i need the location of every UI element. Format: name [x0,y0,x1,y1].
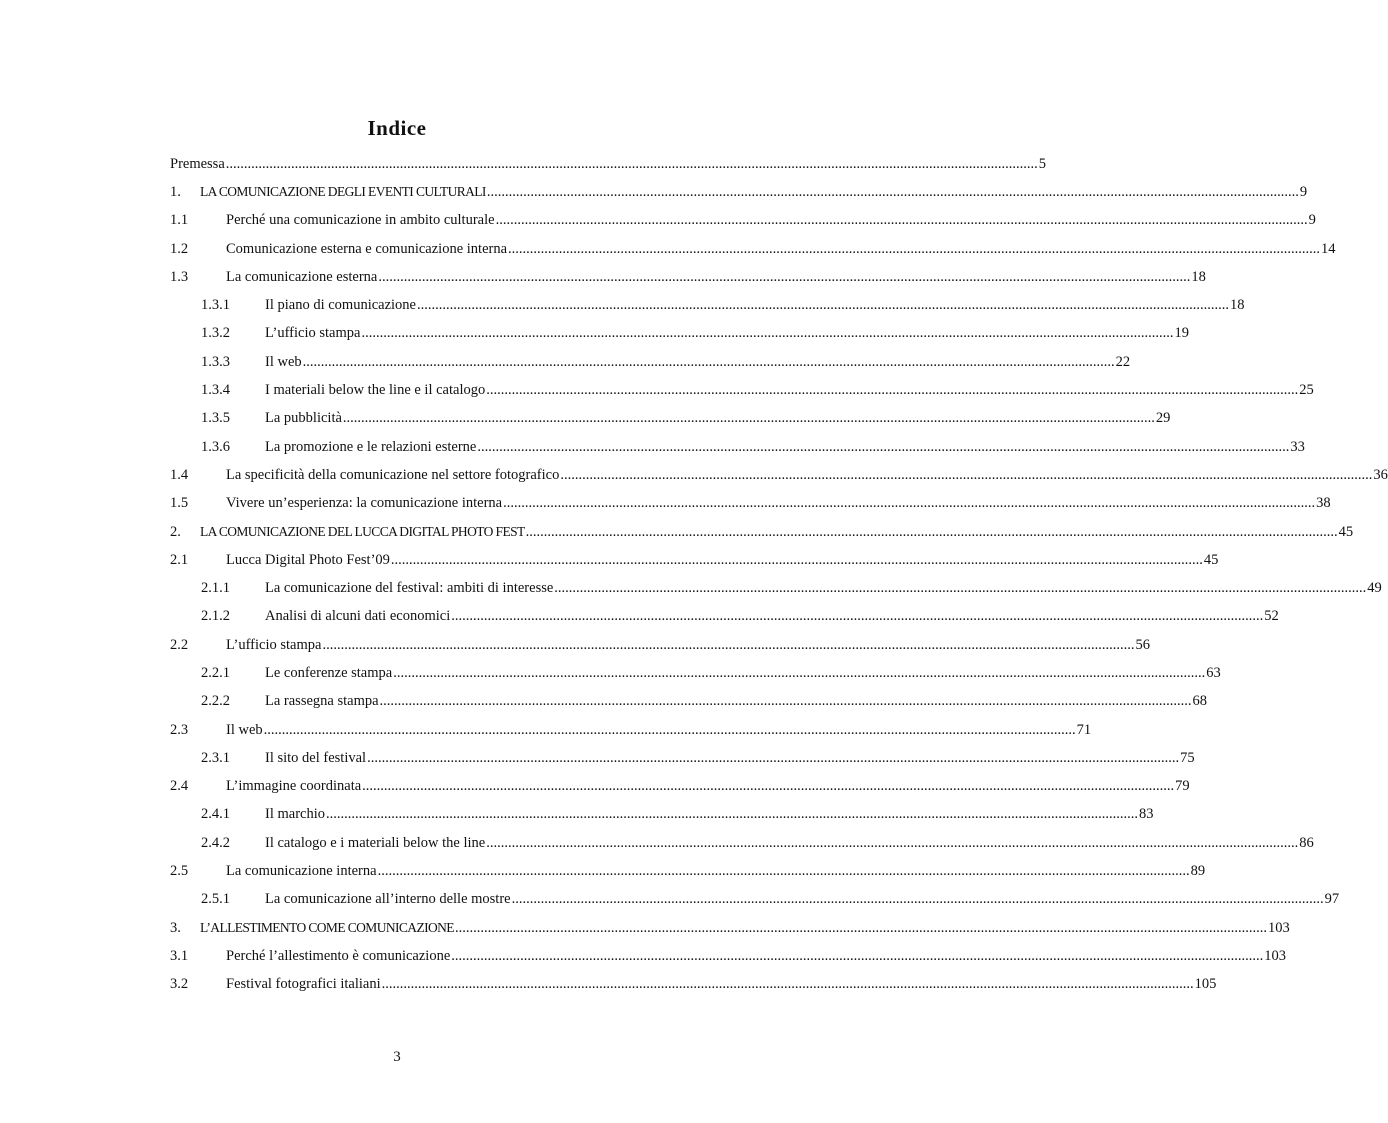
toc-entry-page: 79 [1175,778,1190,795]
toc-entry-page: 86 [1299,834,1314,851]
toc-entry[interactable] [170,744,1195,772]
toc-entry-number: 2.1.2 [201,608,230,625]
toc-entry-page: 9 [1308,212,1316,229]
toc-entry-page: 103 [1267,919,1290,936]
toc-entry-label: La comunicazione all’interno delle mostre [265,891,511,908]
toc-entry-number: 2.4.1 [201,806,230,823]
toc-entry[interactable] [170,320,1189,348]
toc-leader-dots [526,524,1338,541]
toc-entry-label: Analisi di alcuni dati economici [265,608,451,625]
toc-entry-number: 3. [170,919,181,936]
toc-leader-dots [496,212,1308,229]
toc-entry[interactable] [170,886,1340,914]
toc-entry-label: I materiali below the line e il catalogo [265,382,486,399]
toc-entry-number: 1.1 [170,212,189,229]
toc-entry[interactable] [170,716,1092,744]
toc-leader-dots [451,608,1263,625]
toc-entry-page: 36 [1373,466,1388,483]
toc-leader-dots [367,750,1179,767]
toc-entry-page: 45 [1338,523,1354,540]
toc-leader-dots [264,722,1076,739]
toc-leader-dots [303,354,1115,371]
toc-entry-number: 2.2 [170,636,189,653]
toc-entry-label: Vivere un’esperienza: la comunicazione interna [226,495,503,512]
toc-entry-number: 2.4.2 [201,834,230,851]
toc-entry[interactable] [170,688,1208,716]
toc-entry-number: 2.5 [170,863,189,880]
toc-entry-label: La comunicazione esterna [226,268,378,285]
toc-entry-label: Festival fotografici italiani [226,976,381,993]
toc-leader-dots [378,269,1190,286]
toc-entry-page: 71 [1076,721,1092,738]
toc-leader-dots [417,297,1229,314]
toc-entry-label: Premessa [170,155,225,172]
toc-entry-label: La comunicazione del festival: ambiti di interesse [265,580,554,597]
page-title: Indice [367,116,427,140]
toc-entry-number: 1.3.6 [201,438,230,455]
toc-entry-page: 83 [1139,806,1154,823]
toc-entry-page: 105 [1194,976,1217,993]
toc-entry-label: La specificità della comunicazione nel settore fotografico [226,466,560,483]
toc-entry-label: La comunicazione interna [226,863,377,880]
toc-entry-page: 22 [1115,353,1131,370]
toc-leader-dots [486,835,1298,852]
toc-leader-dots [380,693,1192,710]
page-number: 3 [393,1049,401,1065]
toc-entry[interactable] [170,263,1206,291]
toc-entry[interactable] [170,348,1131,376]
toc-entry-label: La pubblicità [265,410,342,427]
toc-entry-number: 1.3.4 [201,382,230,399]
toc-entry-page: 56 [1135,636,1150,653]
toc-entry-label: Perché l’allestimento è comunicazione [226,947,451,964]
toc-entry[interactable] [170,490,1331,518]
toc-entry[interactable] [170,405,1171,433]
toc-entry-number: 1. [170,183,181,200]
toc-entry-page: 29 [1155,410,1171,427]
toc-entry-page: 38 [1316,495,1331,512]
toc-entry[interactable] [170,376,1314,404]
toc-entry-number: 2.5.1 [201,891,230,908]
toc-entry-page: 103 [1264,947,1287,964]
toc-entry-page: 89 [1190,863,1206,880]
toc-entry-number: 2.2.2 [201,693,230,710]
toc-entry[interactable] [170,659,1221,687]
toc-entry-number: 2.1 [170,551,189,568]
toc-entry-number: 1.3 [170,268,189,285]
toc-entry-label: Le conferenze stampa [265,664,393,681]
table-of-contents [170,150,1388,999]
toc-leader-dots [326,806,1138,823]
toc-entry[interactable] [170,433,1305,461]
toc-leader-dots [503,495,1315,512]
toc-entry-number: 1.5 [170,495,189,512]
toc-leader-dots [393,665,1205,682]
toc-entry-number: 2.2.1 [201,664,230,681]
toc-entry-page: 52 [1264,608,1279,625]
toc-entry[interactable] [170,914,1290,942]
toc-leader-dots [378,863,1190,880]
toc-entry-number: 1.3.1 [201,297,230,314]
toc-entry-page: 18 [1230,297,1245,314]
toc-entry-number: 1.2 [170,240,189,257]
toc-entry-number: 2.3.1 [201,749,230,766]
toc-entry-page: 63 [1206,664,1221,681]
toc-entry-label: Il marchio [265,806,325,823]
toc-leader-dots [486,382,1298,399]
toc-entry-number: 2.4 [170,778,189,795]
toc-entry[interactable] [170,942,1287,970]
toc-entry[interactable] [170,971,1217,999]
toc-entry-number: 2. [170,523,181,540]
toc-leader-dots [343,410,1155,427]
toc-entry[interactable] [170,857,1206,885]
toc-leader-dots [362,778,1174,795]
toc-leader-dots [487,184,1299,201]
toc-entry-page: 9 [1299,183,1308,200]
toc-entry-page: 75 [1180,749,1195,766]
toc-entry[interactable] [170,801,1154,829]
toc-entry-label: Il catalogo e i materiali below the line [265,834,486,851]
toc-entry-number: 2.1.1 [201,580,230,597]
toc-entry-number: 2.3 [170,721,189,738]
toc-entry-label: L’ufficio stampa [265,325,361,342]
toc-entry[interactable] [170,207,1316,235]
toc-entry-label: LA COMUNICAZIONE DEL LUCCA DIGITAL PHOTO FEST [200,524,525,539]
toc-leader-dots [226,156,1038,173]
toc-entry[interactable] [170,829,1314,857]
toc-entry-label: La rassegna stampa [265,693,379,710]
toc-entry-label: La promozione e le relazioni esterne [265,438,477,455]
toc-entry-number: 1.3.2 [201,325,230,342]
toc-leader-dots [477,439,1289,456]
toc-entry-number: 1.3.3 [201,353,230,370]
toc-entry-number: 3.1 [170,947,189,964]
toc-entry[interactable] [170,461,1388,489]
toc-entry-page: 19 [1174,325,1189,342]
toc-leader-dots [455,920,1267,937]
toc-entry-label: Il sito del festival [265,749,367,766]
toc-leader-dots [382,976,1194,993]
toc-leader-dots [512,891,1324,908]
toc-entry[interactable] [170,773,1190,801]
toc-entry-label: Il web [265,353,302,370]
toc-entry[interactable] [170,574,1382,602]
toc-entry-page: 49 [1367,580,1382,597]
toc-entry-number: 3.2 [170,976,189,993]
toc-entry-label: Il web [226,721,263,738]
toc-entry-page: 68 [1192,693,1208,710]
toc-entry-number: 1.3.5 [201,410,230,427]
toc-entry-label: L’immagine coordinata [226,778,362,795]
toc-leader-dots [451,948,1263,965]
toc-entry-label: Comunicazione esterna e comunicazione interna [226,240,508,257]
toc-entry-page: 45 [1203,551,1219,568]
toc-entry-label: L’ufficio stampa [226,636,322,653]
toc-leader-dots [391,552,1203,569]
toc-entry[interactable] [170,603,1279,631]
toc-entry[interactable] [170,178,1308,206]
toc-leader-dots [554,580,1366,597]
toc-entry[interactable] [170,235,1336,263]
toc-entry-label: L’ALLESTIMENTO COME COMUNICAZIONE [200,920,454,936]
toc-entry-label: LA COMUNICAZIONE DEGLI EVENTI CULTURALI [200,184,486,200]
toc-entry[interactable] [170,631,1150,659]
toc-entry[interactable] [170,150,1047,178]
toc-entry[interactable] [170,291,1245,319]
toc-leader-dots [560,467,1372,484]
toc-leader-dots [322,637,1134,654]
toc-entry[interactable] [170,518,1354,546]
toc-entry-page: 97 [1324,891,1340,908]
toc-leader-dots [361,325,1173,342]
toc-entry-label: Lucca Digital Photo Fest’09 [226,551,390,568]
toc-entry-page: 25 [1299,382,1314,399]
toc-entry-page: 18 [1191,268,1206,285]
toc-entry[interactable] [170,546,1219,574]
toc-entry-page: 33 [1290,438,1305,455]
toc-entry-label: Il piano di comunicazione [265,297,416,314]
toc-entry-page: 5 [1038,155,1047,172]
toc-entry-number: 1.4 [170,466,189,483]
toc-leader-dots [508,241,1320,258]
toc-entry-label: Perché una comunicazione in ambito culturale [226,212,495,229]
toc-entry-page: 14 [1321,240,1336,257]
